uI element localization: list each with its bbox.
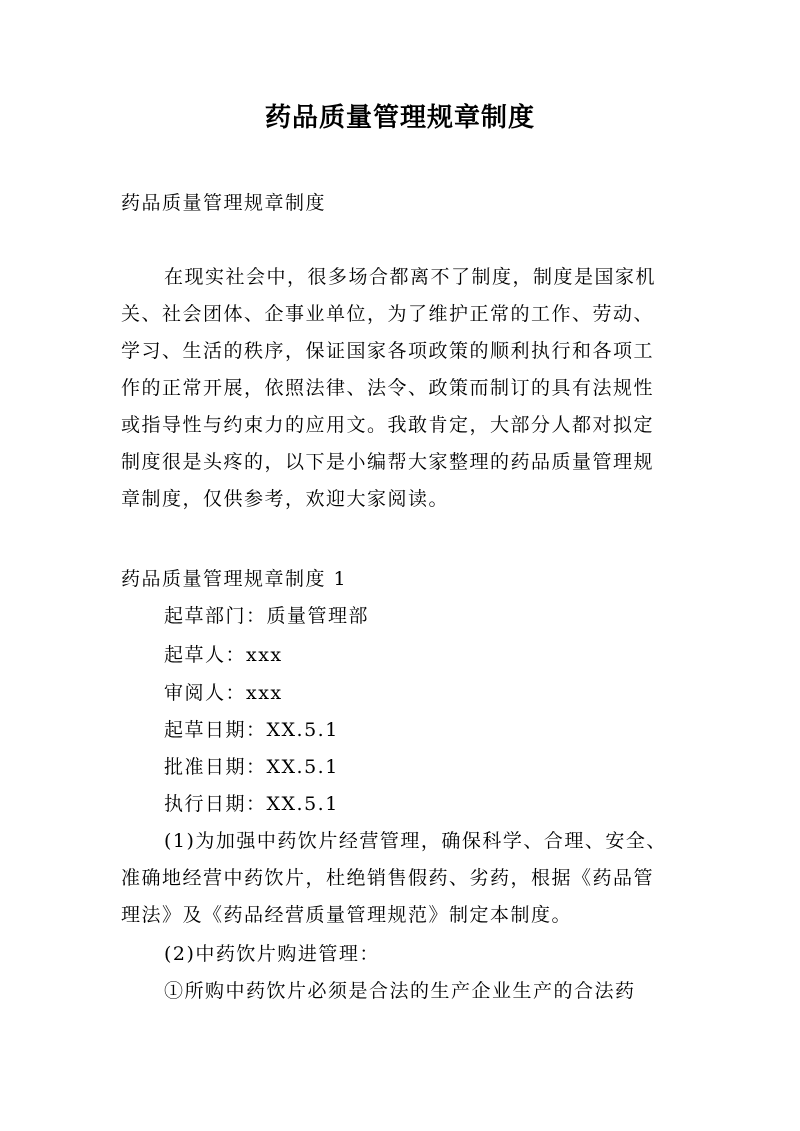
document-subtitle: 药品质量管理规章制度	[121, 192, 327, 214]
clause-1-line-1: (1)为加强中药饮片经营管理，确保科学、合理、安全、	[164, 830, 667, 852]
intro-line-5: 或指导性与约束力的应用文。我敢肯定，大部分人都对拟定	[121, 414, 655, 436]
intro-line-7: 章制度，仅供参考，欢迎大家阅读。	[121, 488, 450, 510]
intro-line-1: 在现实社会中，很多场合都离不了制度，制度是国家机	[164, 266, 657, 288]
meta-reviewer: 审阅人：xxx	[164, 682, 283, 704]
intro-line-2: 关、社会团体、企事业单位，为了维护正常的工作、劳动、	[121, 303, 655, 325]
document-title: 药品质量管理规章制度	[264, 103, 535, 133]
meta-dept: 起草部门：质量管理部	[164, 605, 370, 627]
meta-approve-date: 批准日期：XX.5.1	[164, 756, 339, 778]
meta-draft-date: 起草日期：XX.5.1	[164, 719, 339, 741]
clause-2-item-1: ①所购中药饮片必须是合法的生产企业生产的合法药	[164, 980, 636, 1002]
clause-1-line-3: 理法》及《药品经营质量管理规范》制定本制度。	[121, 904, 573, 926]
meta-exec-date: 执行日期：XX.5.1	[164, 793, 339, 815]
clause-1-line-2: 准确地经营中药饮片，杜绝销售假药、劣药，根据《药品管	[121, 867, 655, 889]
meta-drafter: 起草人：xxx	[164, 644, 283, 666]
section-heading: 药品质量管理规章制度 1	[121, 568, 348, 590]
intro-line-6: 制度很是头疼的，以下是小编帮大家整理的药品质量管理规	[121, 451, 655, 473]
clause-2: (2)中药饮片购进管理：	[164, 943, 380, 965]
intro-line-3: 学习、生活的秩序，保证国家各项政策的顺利执行和各项工	[121, 340, 655, 362]
intro-line-4: 作的正常开展，依照法律、法令、政策而制订的具有法规性	[121, 377, 655, 399]
